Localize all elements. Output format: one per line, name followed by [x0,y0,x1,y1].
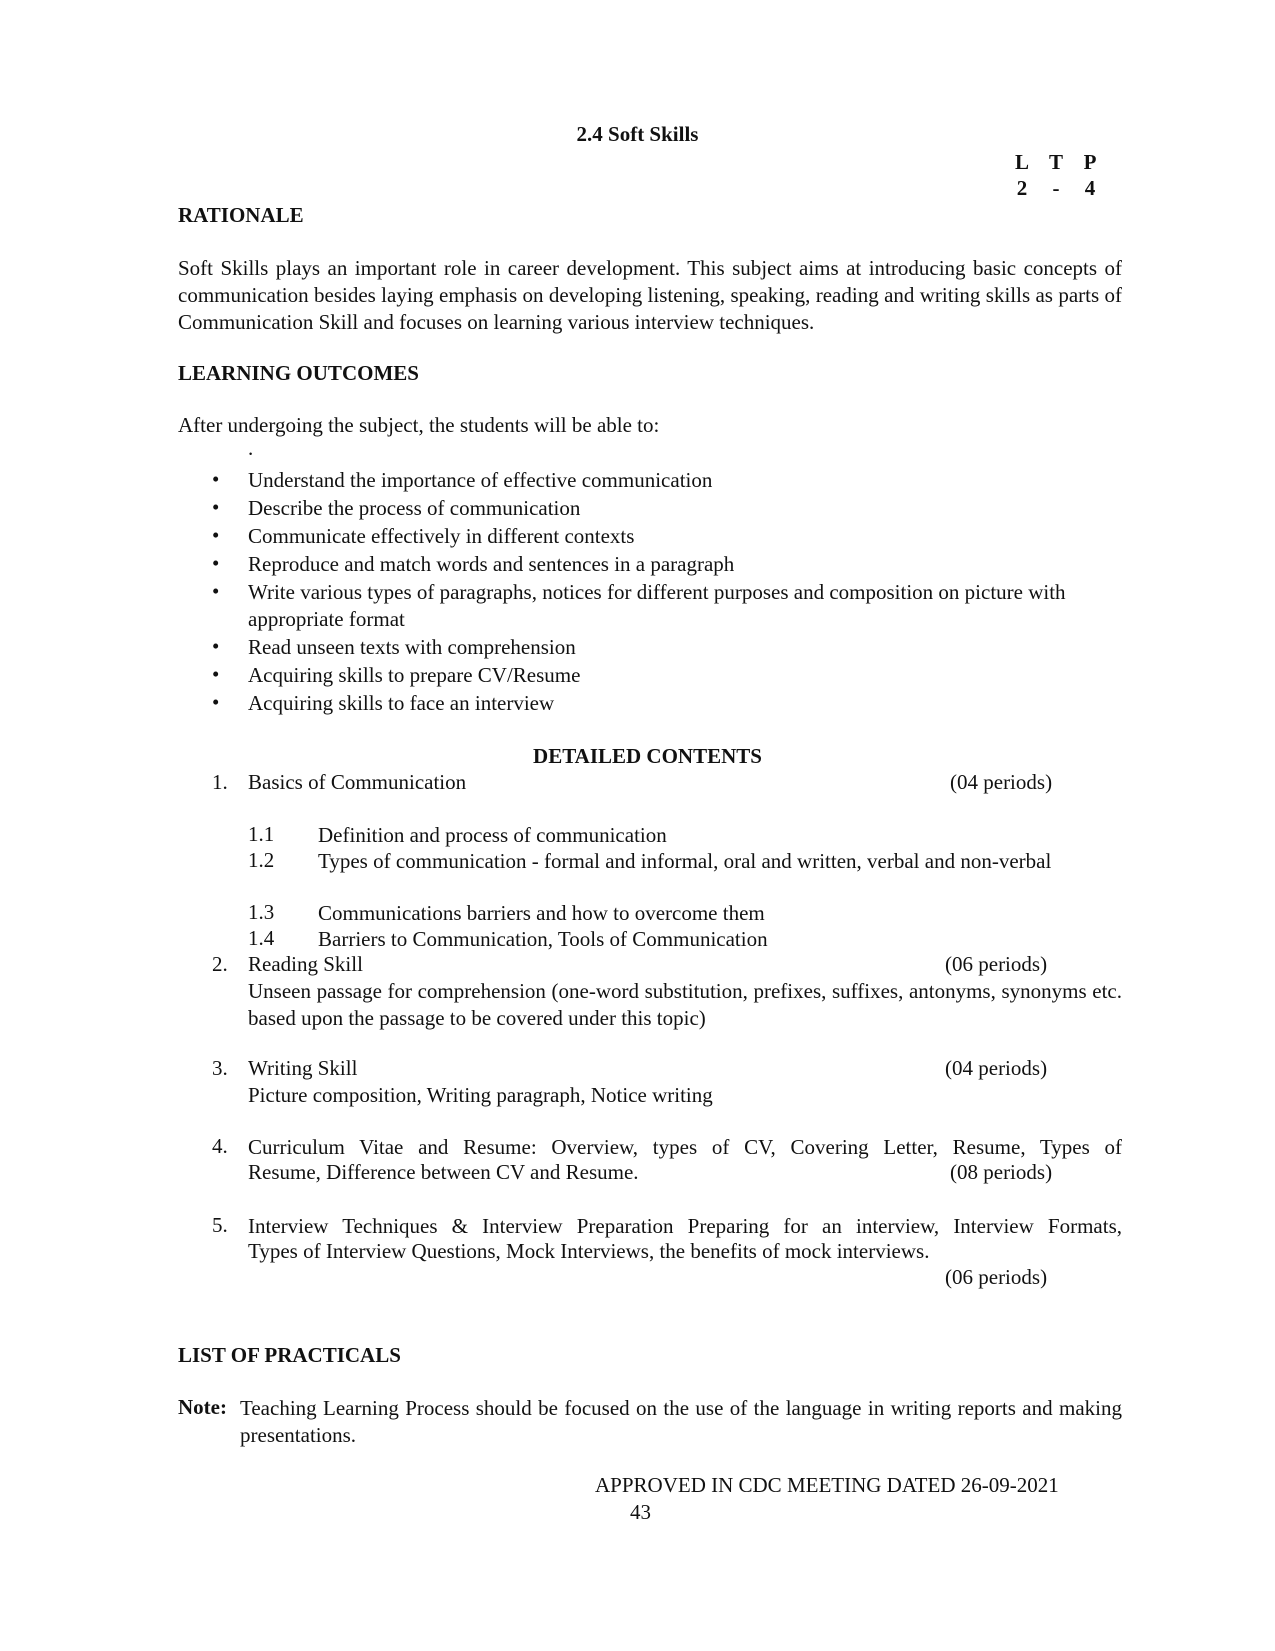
unit-periods: (06 periods) [945,1265,1048,1289]
bullet-icon: • [212,467,220,491]
unit-title: Basics of Communication [248,770,467,794]
page-title: 2.4 Soft Skills [576,122,699,146]
unit-body: Picture composition, Writing paragraph, Notice writing [248,1083,713,1107]
bullet-icon: • [212,523,220,547]
unit-line: Interview Techniques & Interview Preparation Preparing for an interview, Interview Formats, [248,1214,1122,1238]
practicals-heading: LIST OF PRACTICALS [178,1343,401,1367]
subitem-number: 1.2 [248,848,275,872]
list-item: Write various types of paragraphs, notices for different purposes and composition on picture with appropriate format [248,580,1066,631]
list-item: Acquiring skills to face an interview [248,691,555,715]
list-item: Acquiring skills to prepare CV/Resume [248,663,581,687]
unit-title: Reading Skill [248,952,363,976]
unit-periods: (08 periods) [950,1160,1053,1184]
unit-line: Resume, Difference between CV and Resume. [248,1160,639,1184]
note-label: Note: [178,1395,227,1419]
subitem-text: Definition and process of communication [318,823,667,847]
unit-number: 4. [212,1134,228,1158]
unit-number: 2. [212,952,228,976]
stray-dot: . [248,436,254,460]
list-item: Describe the process of communication [248,496,581,520]
unit-periods: (06 periods) [945,952,1048,976]
approval-footer: APPROVED IN CDC MEETING DATED 26-09-2021 [595,1473,1059,1497]
bullet-icon: • [212,551,220,575]
bullet-icon: • [212,690,220,714]
unit-line: Types of Interview Questions, Mock Interviews, the benefits of mock interviews. [248,1239,930,1263]
subitem-text: Barriers to Communication, Tools of Communication [318,927,768,951]
learning-outcomes-intro: After undergoing the subject, the students will be able to: [178,413,660,437]
note-text: Teaching Learning Process should be focused on the use of the language in writing reports and making presentations. [240,1396,1122,1447]
unit-periods: (04 periods) [950,770,1053,794]
bullet-icon: • [212,495,220,519]
subitem-number: 1.1 [248,822,275,846]
learning-outcomes-heading: LEARNING OUTCOMES [178,361,419,385]
ltp-header-l: L [1014,150,1029,174]
unit-title: Writing Skill [248,1056,358,1080]
list-item: Read unseen texts with comprehension [248,635,576,659]
ltp-value-p: 4 [1084,176,1096,200]
bullet-icon: • [212,579,220,603]
list-item: Understand the importance of effective communication [248,468,713,492]
unit-number: 3. [212,1056,228,1080]
unit-body: Unseen passage for comprehension (one-word substitution, prefixes, suffixes, antonyms, synonyms etc. based upon the passage to be covered under this topic) [248,979,1122,1030]
unit-line: Curriculum Vitae and Resume: Overview, types of CV, Covering Letter, Resume, Types of [248,1135,1122,1159]
ltp-value-l: 2 [1016,176,1028,200]
ltp-header-t: T [1048,150,1063,174]
unit-periods: (04 periods) [945,1056,1048,1080]
bullet-icon: • [212,662,220,686]
list-item: Reproduce and match words and sentences in a paragraph [248,552,735,576]
list-item: Communicate effectively in different contexts [248,524,635,548]
bullet-icon: • [212,634,220,658]
rationale-heading: RATIONALE [178,203,304,227]
subitem-text: Communications barriers and how to overcome them [318,901,765,925]
detailed-contents-heading: DETAILED CONTENTS [533,744,762,768]
subitem-number: 1.4 [248,926,275,950]
subitem-number: 1.3 [248,900,275,924]
page-number: 43 [630,1500,651,1524]
unit-number: 1. [212,770,228,794]
ltp-value-t: - [1052,176,1060,200]
rationale-text: Soft Skills plays an important role in career development. This subject aims at introducing basic concepts of communication besides laying emphasis on developing listening, speaking, reading and writing skills as parts of Communication Skill and focuses on learning various interview techniques. [178,256,1122,334]
subitem-text: Types of communication - formal and informal, oral and written, verbal and non-verbal [318,849,1052,873]
ltp-header-p: P [1083,150,1097,174]
unit-number: 5. [212,1213,228,1237]
